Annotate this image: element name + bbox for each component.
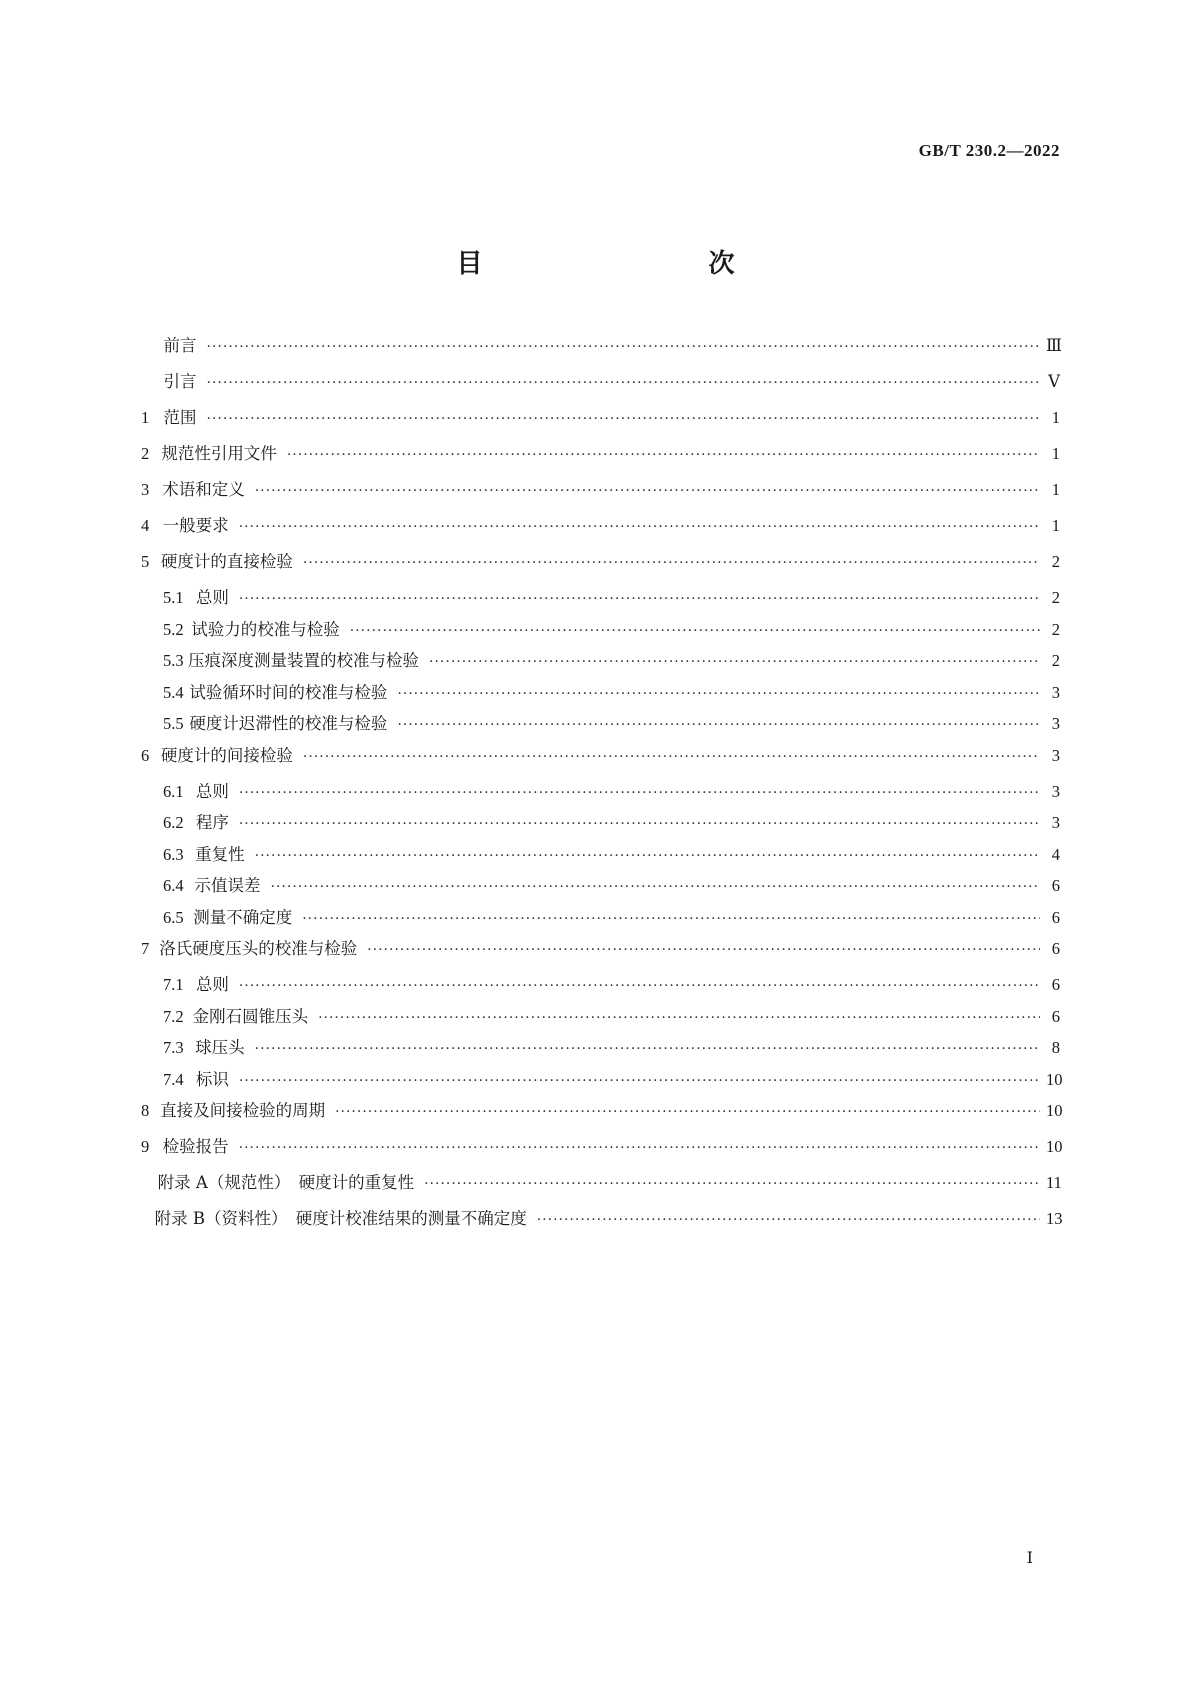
toc-entry-number: 6.5 [163, 907, 184, 927]
toc-entry-number: 1 [141, 408, 150, 427]
toc-entry-number: 5.3 [163, 651, 184, 670]
toc-entry-page: 3 [1051, 781, 1060, 801]
toc-entry-foreword[interactable] [141, 336, 1060, 372]
toc-entry-6-4[interactable] [141, 876, 1060, 908]
toc-entry-number: 6.3 [163, 844, 184, 864]
toc-entry-page: 1 [1051, 480, 1060, 499]
toc-entry-label: 重复性 [195, 844, 245, 864]
toc-entry-5-1[interactable] [141, 588, 1060, 620]
toc-entry-5-4[interactable] [141, 683, 1060, 715]
toc-entry-6-3[interactable] [141, 845, 1060, 877]
toc-entry-3[interactable] [141, 480, 1060, 516]
toc-dot-leader [239, 783, 1040, 803]
toc-dot-leader [287, 445, 1040, 465]
toc-entry-label: 试验力的校准与检验 [191, 619, 340, 639]
toc-entry-6-5[interactable] [141, 908, 1060, 940]
toc-dot-leader [239, 976, 1040, 996]
toc-entry-number: 9 [141, 1137, 150, 1156]
toc-entry-label: 检验报告 [162, 1137, 229, 1156]
toc-entry-page: 1 [1051, 444, 1060, 463]
toc-entry-label: 测量不确定度 [193, 907, 293, 927]
toc-entry-page: 2 [1051, 651, 1060, 670]
toc-dot-leader [335, 1102, 1040, 1122]
toc-entry-number: 5.2 [163, 619, 184, 639]
toc-entry-label: 前言 [163, 336, 197, 355]
toc-entry-7[interactable] [141, 939, 1060, 975]
toc-dot-leader [424, 1174, 1040, 1194]
toc-dot-leader [239, 1071, 1040, 1091]
toc-entry-introduction[interactable] [141, 372, 1060, 408]
toc-entry-label: 硬度计的直接检验 [160, 552, 293, 571]
toc-entry-page: 8 [1051, 1038, 1060, 1057]
toc-entry-number: 3 [141, 480, 150, 499]
toc-entry-number: 8 [141, 1101, 150, 1120]
toc-dot-leader [271, 877, 1040, 897]
toc-dot-leader [537, 1210, 1040, 1230]
toc-entry-6[interactable] [141, 746, 1060, 782]
toc-dot-leader [255, 846, 1040, 866]
toc-entry-label: 标识 [195, 1069, 229, 1089]
standard-code: GB/T 230.2—2022 [918, 141, 1060, 160]
toc-entry-page: 10 [1046, 1101, 1063, 1120]
toc-entry-page: 6 [1051, 876, 1060, 895]
toc-entry-number: 7.3 [163, 1038, 184, 1057]
toc-entry-number: 5.5 [163, 714, 184, 733]
toc-entry-label: 一般要求 [162, 516, 229, 535]
toc-dot-leader [303, 747, 1040, 767]
toc-entry-number: 5.1 [163, 588, 184, 607]
toc-dot-leader [318, 1008, 1040, 1028]
toc-dot-leader [255, 481, 1040, 501]
toc-entry-label: 总则 [195, 781, 229, 801]
toc-entry-label: 总则 [195, 588, 229, 607]
toc-entry-number: 5.4 [163, 682, 184, 702]
toc-entry-7-3[interactable] [141, 1038, 1060, 1070]
toc-entry-label: 直接及间接检验的周期 [160, 1101, 326, 1120]
toc-dot-leader [255, 1039, 1040, 1059]
toc-dot-leader [207, 409, 1040, 429]
toc-dot-leader [302, 909, 1040, 929]
toc-entry-6-1[interactable] [141, 782, 1060, 814]
toc-entry-7-1[interactable] [141, 975, 1060, 1007]
toc-entry-5-2[interactable] [141, 620, 1060, 652]
toc-entry-4[interactable] [141, 516, 1060, 552]
toc-entry-5-3[interactable] [141, 651, 1060, 683]
toc-entry-label: 引言 [163, 372, 197, 391]
toc-entry-label: 球压头 [195, 1038, 245, 1057]
toc-dot-leader [239, 517, 1040, 537]
toc-entry-6-2[interactable] [141, 813, 1060, 845]
toc-entry-label: 术语和定义 [162, 480, 245, 499]
toc-entry-page: Ⅴ [1048, 372, 1060, 391]
toc-entry-number: 6.1 [163, 781, 184, 801]
toc-entry-page: 1 [1051, 516, 1060, 535]
toc-dot-leader [429, 652, 1040, 672]
toc-dot-leader [239, 814, 1040, 834]
toc-entry-annex-b[interactable] [141, 1209, 1063, 1245]
toc-entry-number: 6 [141, 745, 150, 765]
toc-entry-page: 3 [1051, 813, 1060, 832]
toc-entry-page: 3 [1051, 714, 1060, 733]
toc-entry-5[interactable] [141, 552, 1060, 588]
toc-entry-number: 6.4 [163, 876, 184, 895]
toc-entry-label: 压痕深度测量装置的校准与检验 [188, 651, 420, 670]
toc-entry-2[interactable] [141, 444, 1060, 480]
toc-entry-page: 3 [1051, 745, 1060, 765]
toc-entry-number: 7.1 [163, 975, 184, 994]
toc-title: 目 次 [456, 249, 793, 279]
toc-entry-page: 10 [1046, 1069, 1063, 1089]
toc-entry-label: 金刚石圆锥压头 [192, 1006, 309, 1026]
toc-entry-page: 1 [1051, 408, 1060, 427]
toc-dot-leader [397, 715, 1040, 735]
toc-entry-number: 2 [141, 444, 150, 463]
toc-entry-page: 4 [1051, 844, 1060, 864]
toc-entry-page: Ⅲ [1046, 336, 1062, 355]
toc-entry-label: 规范性引用文件 [161, 444, 277, 463]
toc-entry-7-2[interactable] [141, 1007, 1060, 1039]
toc-entry-page: 10 [1046, 1137, 1063, 1156]
toc-entry-annex-a[interactable] [141, 1173, 1060, 1209]
toc-entry-number: 7 [141, 939, 150, 958]
toc-dot-leader [303, 553, 1040, 573]
toc-entry-page: 11 [1046, 1173, 1062, 1192]
toc-entry-label: 范围 [163, 408, 197, 427]
toc-entry-label: 硬度计的间接检验 [160, 745, 293, 765]
page-number: Ⅰ [1026, 1550, 1033, 1567]
toc-dot-leader [207, 337, 1040, 357]
toc-entry-page: 6 [1051, 1006, 1060, 1026]
toc-entry-number: 6.2 [163, 813, 184, 832]
toc-entry-page: 2 [1051, 552, 1060, 571]
toc-entry-5-5[interactable] [141, 714, 1060, 746]
toc-entry-label: 硬度计迟滞性的校准与检验 [189, 714, 388, 733]
toc-dot-leader [367, 940, 1040, 960]
toc-entry-1[interactable] [141, 408, 1060, 444]
toc-dot-leader [350, 621, 1040, 641]
toc-dot-leader [239, 1138, 1040, 1158]
toc-entry-label: 示值误差 [194, 876, 261, 895]
toc-dot-leader [397, 684, 1040, 704]
toc-entry-number: 5 [141, 552, 150, 571]
toc-entry-8[interactable] [141, 1101, 1063, 1137]
toc-entry-page: 13 [1046, 1209, 1063, 1228]
toc-entry-page: 6 [1051, 939, 1060, 958]
toc-entry-label: 洛氏硬度压头的校准与检验 [159, 939, 358, 958]
toc-entry-7-4[interactable] [141, 1069, 1063, 1102]
toc-entry-label: 总则 [195, 975, 229, 994]
toc-dot-leader [207, 373, 1040, 393]
toc-entry-page: 3 [1051, 682, 1060, 702]
toc-entry-page: 2 [1051, 588, 1060, 607]
toc-entry-number: 7.4 [163, 1069, 184, 1089]
toc-entry-label: 试验循环时间的校准与检验 [189, 682, 388, 702]
toc-entry-label: 程序 [195, 813, 229, 832]
toc-dot-leader [239, 589, 1040, 609]
toc-entry-9[interactable] [141, 1137, 1063, 1173]
toc-entry-number: 4 [141, 516, 150, 535]
toc-entry-label: 附录 B（资料性） 硬度计校准结果的测量不确定度 [154, 1209, 527, 1228]
toc-entry-page: 6 [1051, 907, 1060, 927]
table-of-contents [141, 336, 1063, 1245]
toc-entry-page: 2 [1051, 619, 1060, 639]
toc-entry-page: 6 [1051, 975, 1060, 994]
toc-entry-label: 附录 A（规范性） 硬度计的重复性 [157, 1173, 415, 1192]
toc-entry-number: 7.2 [163, 1006, 184, 1026]
